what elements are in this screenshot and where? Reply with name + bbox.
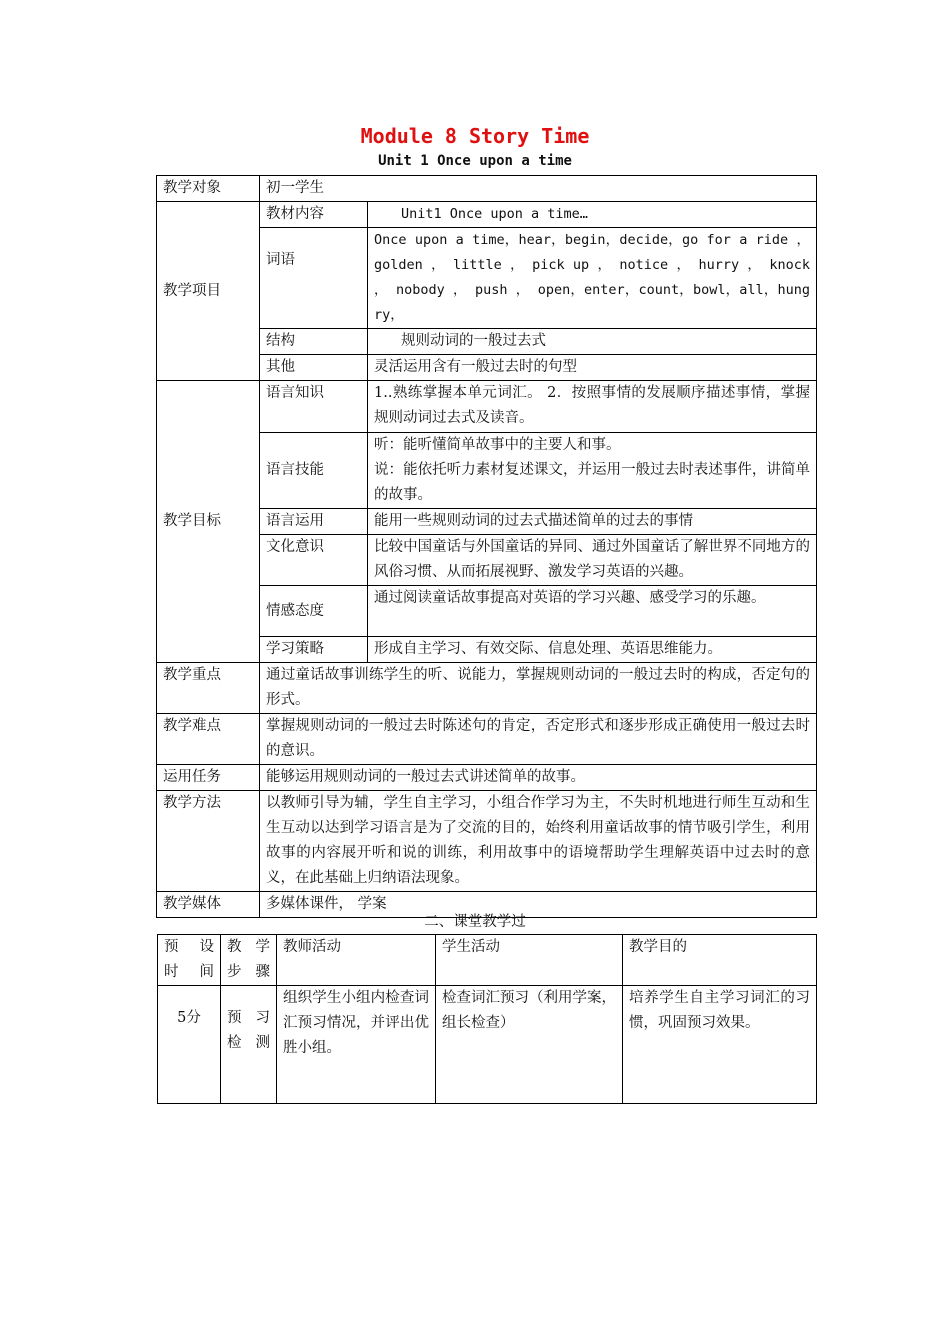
unit-subtitle: Unit 1 Once upon a time [378, 153, 572, 169]
table-row [157, 765, 817, 791]
key-points-value: 通过童话故事训练学生的听、说能力，掌握规则动词的一般过去时的构成，否定句的形式。 [260, 663, 817, 714]
table-row [157, 202, 817, 228]
skill-speaking: 说：能依托听力素材复述课文，并运用一般过去时表述事件，讲简单的故事。 [374, 462, 810, 503]
object-value: 初一学生 [260, 176, 817, 202]
cell-teacher-activity: 组织学生小组内检查词汇预习情况，并评出优胜小组。 [277, 986, 436, 1104]
header-teacher-activity: 教师活动 [277, 935, 436, 986]
media-label: 教学媒体 [157, 892, 260, 918]
goal-value: 比较中国童话与外国童话的异同、通过外国童话了解世界不同地方的风俗习惯、从而拓展视野、激发学习英语的兴趣。 [368, 535, 817, 586]
item-label: 结构 [260, 329, 368, 355]
method-value: 以教师引导为辅，学生自主学习，小组合作学习为主，不失时机地进行师生互动和生生互动以达到学习语言是为了交流的目的，始终利用童话故事的情节吸引学生，利用故事的内容展开听和说的训练，利用故事中的语境帮助学生理解英语中过去时的意义，在此基础上归纳语法现象。 [260, 791, 817, 892]
table-row [157, 663, 817, 714]
media-value: 多媒体课件， 学案 [260, 892, 817, 918]
header-student-activity: 学生活动 [436, 935, 623, 986]
goal-value: 通过阅读童话故事提高对英语的学习兴趣、感受学习的乐趣。 [368, 586, 817, 637]
table-row [157, 714, 817, 765]
lesson-info-table [156, 175, 817, 918]
section-heading: 二、课堂教学过 [424, 914, 526, 930]
item-value: Unit1 Once upon a time… [368, 202, 817, 228]
items-label: 教学项目 [157, 202, 260, 381]
cell-purpose: 培养学生自主学习词汇的习惯，巩固预习效果。 [623, 986, 817, 1104]
skill-listening: 听：能听懂简单故事中的主要人和事。 [374, 437, 621, 453]
key-points-label: 教学重点 [157, 663, 260, 714]
table-row [158, 935, 817, 986]
process-table [157, 934, 817, 1104]
task-value: 能够运用规则动词的一般过去式讲述简单的故事。 [260, 765, 817, 791]
table-row [157, 176, 817, 202]
goal-value: 能用一些规则动词的过去式描述简单的过去的事情 [368, 509, 817, 535]
goal-label: 语言技能 [260, 433, 368, 509]
task-label: 运用任务 [157, 765, 260, 791]
goal-value [368, 433, 817, 509]
goal-label: 学习策略 [260, 637, 368, 663]
vocab-list: Once upon a time，hear，begin，decide，go for a ride ， golden ， little ， pick up ， notice ， hurry ， knock ， nobody ， push ， open，enter，count，bowl，all，hungry， [368, 228, 817, 329]
header-step: 教 学 步骤 [221, 935, 277, 986]
module-title: Module 8 Story Time [360, 124, 590, 148]
goal-label: 语言运用 [260, 509, 368, 535]
item-value: 规则动词的一般过去式 [368, 329, 817, 355]
goals-label: 教学目标 [157, 381, 260, 663]
table-row [158, 986, 817, 1104]
goal-value: 形成自主学习、有效交际、信息处理、英语思维能力。 [368, 637, 817, 663]
header-purpose: 教学目的 [623, 935, 817, 986]
table-row [157, 791, 817, 892]
difficulties-label: 教学难点 [157, 714, 260, 765]
cell-student-activity: 检查词汇预习（利用学案，组长检查） [436, 986, 623, 1104]
goal-label: 文化意识 [260, 535, 368, 586]
item-value: 灵活运用含有一般过去时的句型 [368, 355, 817, 381]
header-time: 预 设 时间 [158, 935, 221, 986]
item-label: 教材内容 [260, 202, 368, 228]
goal-value: 1..熟练掌握本单元词汇。 2．按照事情的发展顺序描述事情，掌握规则动词过去式及读音。 [368, 381, 817, 433]
object-label: 教学对象 [157, 176, 260, 202]
table-row [157, 381, 817, 433]
cell-step: 预 习 检测 [221, 986, 277, 1104]
goal-label: 语言知识 [260, 381, 368, 433]
item-label: 词语 [260, 228, 368, 329]
method-label: 教学方法 [157, 791, 260, 892]
cell-time: 5分 [158, 986, 221, 1104]
difficulties-value: 掌握规则动词的一般过去时陈述句的肯定，否定形式和逐步形成正确使用一般过去时的意识。 [260, 714, 817, 765]
goal-label: 情感态度 [260, 586, 368, 637]
item-label: 其他 [260, 355, 368, 381]
